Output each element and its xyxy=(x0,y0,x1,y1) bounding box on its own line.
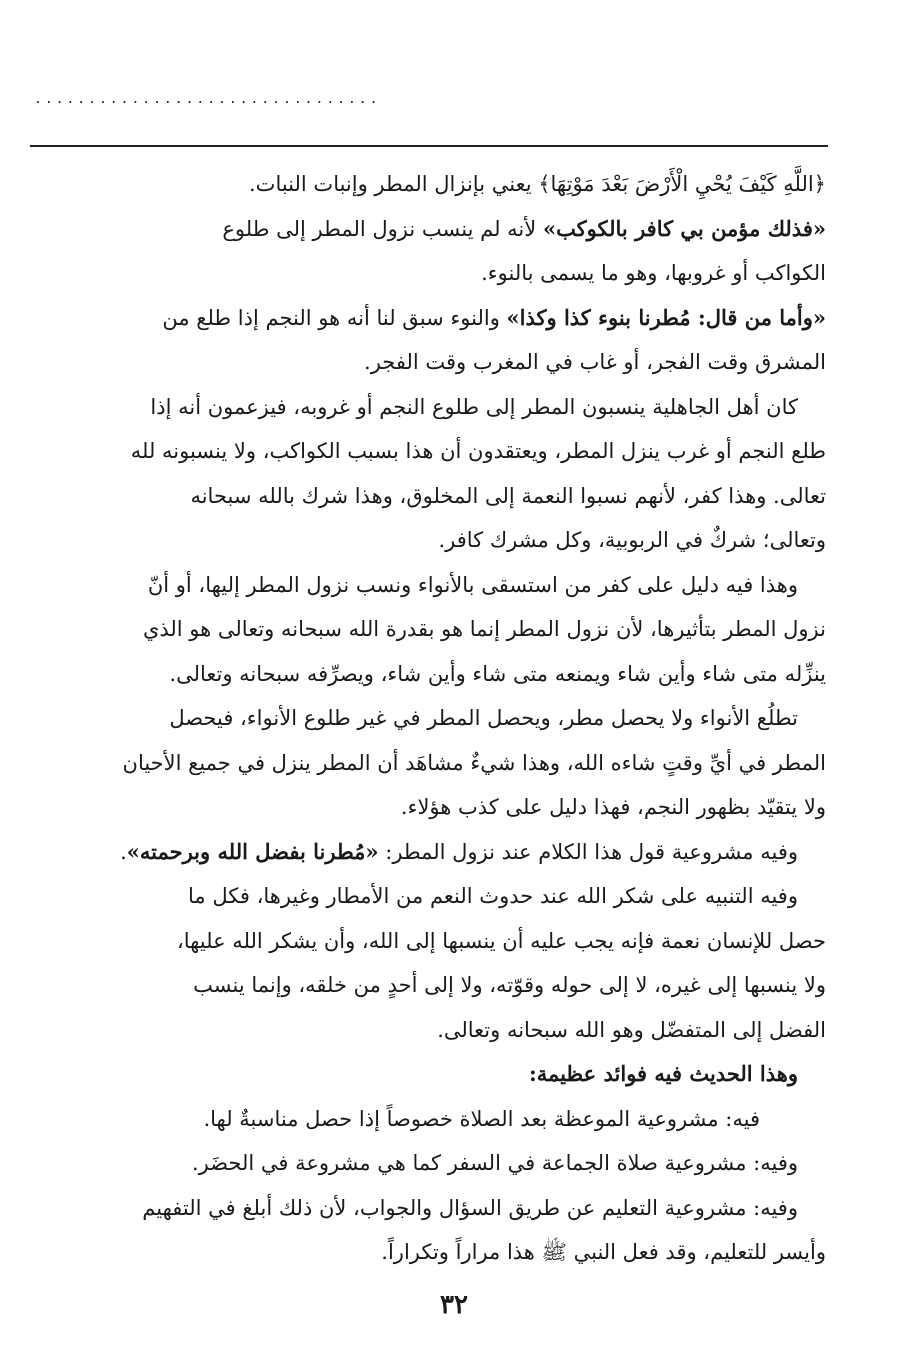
text-line xyxy=(34,518,826,563)
text-line xyxy=(34,963,826,1008)
text-line xyxy=(34,251,826,296)
line-text: وتعالى؛ شركٌ في الربوبية، وكل مشرك كافر. xyxy=(438,528,826,552)
hadith-quote: «وأما من قال: مُطرنا بنوء كذا وكذا» xyxy=(506,304,826,330)
line-text: الفضل إلى المتفضّل وهو الله سبحانه وتعالى. xyxy=(437,1017,826,1042)
text-line xyxy=(34,340,826,385)
line-text: وفيه مشروعية قول هذا الكلام عند نزول المطر: xyxy=(378,839,798,864)
verse-text: ﴿اللَّهِ كَيْفَ يُحْيِ الْأَرْضَ بَعْدَ مَوْتِهَا﴾ يعني بإنزال المطر وإنبات النبات. xyxy=(249,172,826,196)
text-line xyxy=(34,296,826,341)
line-text: حصل للإنسان نعمة فإنه يجب عليه أن ينسبها إلى الله، وأن يشكر الله عليها، xyxy=(176,928,826,953)
line-text: نزول المطر بتأثيرها، لأن نزول المطر إنما هو بقدرة الله سبحانه وتعالى هو الذي xyxy=(142,617,826,641)
line-text: ولا يتقيّد بظهور النجم، فهذا دليل على كذب هؤلاء. xyxy=(400,795,826,819)
line-text: والنوء سبق لنا أنه هو النجم إذا طلع من xyxy=(162,305,507,330)
text-line xyxy=(34,785,826,830)
page-body xyxy=(34,162,826,1275)
text-line xyxy=(34,162,826,207)
text-line xyxy=(34,385,826,430)
line-text: فيه: مشروعية الموعظة بعد الصلاة خصوصاً إذا حصل مناسبةٌ لها. xyxy=(203,1106,760,1131)
text-line xyxy=(34,1230,826,1275)
benefit-item xyxy=(34,1186,826,1231)
line-text: لأنه لم ينسب نزول المطر إلى طلوع xyxy=(222,216,543,241)
text-line xyxy=(34,207,826,252)
page-number: ٣٢ xyxy=(440,1290,468,1320)
text-line xyxy=(34,874,826,919)
line-text: ولا ينسبها إلى غيره، لا إلى حوله وقوّته، ولا إلى أحدٍ من خلقه، وإنما ينسب xyxy=(193,973,826,997)
text-line xyxy=(34,830,826,875)
text-line xyxy=(34,652,826,697)
line-text: وفيه التنبيه على شكر الله عند حدوث النعم من الأمطار وغيرها، فكل ما xyxy=(188,884,798,908)
line-text: طلع النجم أو غرب ينزل المطر، ويعتقدون أن هذا بسبب الكواكب، ولا ينسبونه لله xyxy=(130,439,826,463)
line-text: . xyxy=(120,839,127,864)
benefit-item xyxy=(34,1141,826,1186)
line-text: المطر في أيِّ وقتٍ شاءه الله، وهذا شيءٌ مشاهَد أن المطر ينزل في جميع الأحيان xyxy=(122,750,826,775)
benefit-item xyxy=(34,1097,826,1142)
header-dotted-leader: ................................ xyxy=(34,92,381,107)
text-line xyxy=(34,429,826,474)
line-text: ينزِّله متى شاء وأين شاء ويمنعه متى شاء وأين شاء، ويصرِّفه سبحانه وتعالى. xyxy=(169,661,826,686)
heading-text: وهذا الحديث فيه فوائد عظيمة: xyxy=(528,1061,798,1086)
line-text: وفيه: مشروعية صلاة الجماعة في السفر كما هي مشروعة في الحضَر. xyxy=(191,1151,798,1175)
line-text: وهذا فيه دليل على كفر من استسقى بالأنواء ونسب نزول المطر إليها، أو أنّ xyxy=(147,572,798,597)
line-text: تعالى. وهذا كفر، لأنهم نسبوا النعمة إلى المخلوق، وهذا شرك بالله سبحانه xyxy=(190,483,826,508)
section-heading xyxy=(34,1052,826,1097)
text-line xyxy=(34,741,826,786)
line-text: المشرق وقت الفجر، أو غاب في المغرب وقت الفجر. xyxy=(364,350,826,374)
text-line xyxy=(34,1008,826,1053)
line-text: تطلُع الأنواء ولا يحصل مطر، ويحصل المطر في غير طلوع الأنواء، فيحصل xyxy=(169,706,798,730)
text-line xyxy=(34,474,826,519)
line-text: كان أهل الجاهلية ينسبون المطر إلى طلوع النجم أو غروبه، فيزعمون أنه إذا xyxy=(150,394,798,419)
text-line xyxy=(34,919,826,964)
line-text: وفيه: مشروعية التعليم عن طريق السؤال والجواب، لأن ذلك أبلغ في التفهيم xyxy=(142,1195,798,1220)
header-rule xyxy=(30,145,828,147)
text-line xyxy=(34,696,826,741)
line-text: الكواكب أو غروبها، وهو ما يسمى بالنوء. xyxy=(481,261,826,285)
text-line xyxy=(34,607,826,652)
text-line xyxy=(34,563,826,608)
line-text: وأيسر للتعليم، وقد فعل النبي ﷺ هذا مراراً وتكراراً. xyxy=(381,1240,826,1264)
hadith-quote: «فذلك مؤمن بي كافر بالكوكب» xyxy=(542,215,826,241)
hadith-quote: «مُطرنا بفضل الله وبرحمته» xyxy=(126,838,379,864)
